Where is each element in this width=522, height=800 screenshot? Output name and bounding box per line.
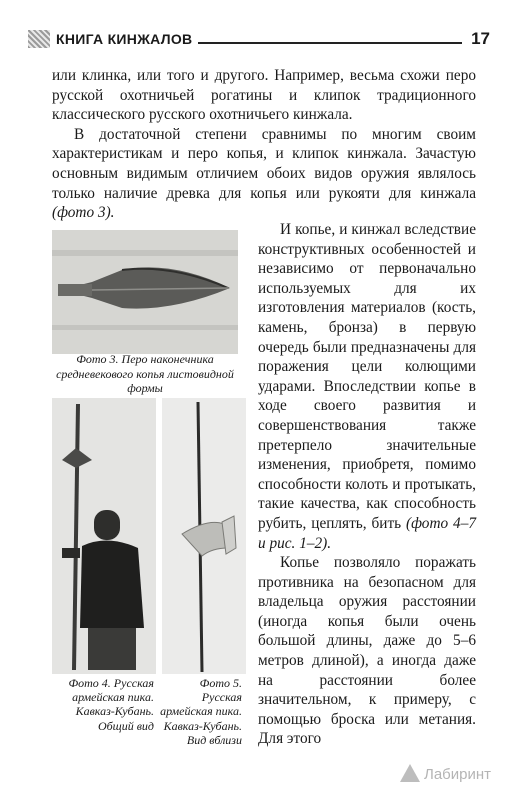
paragraph: или клинка, или того и другого. Например, весьма схожи перо русской охотничьей рогатины и клипок традиционного классического русского охотничьего кинжала. xyxy=(52,67,476,124)
paragraph-text: В достаточной степени сравнимы по многим своим характеристикам и перо копья, и клипок кинжала. Зачастую основным видимым отличием обоих видов оружия являлось только наличие древка для копья или рукояти для кинжала xyxy=(52,125,476,202)
photo-3-spearhead xyxy=(52,230,238,354)
caption-photo-3: Фото 3. Перо наконечника средневекового копья листовидной формы xyxy=(56,352,234,395)
photo-4-pike-general xyxy=(52,398,156,674)
book-title: КНИГА КИНЖАЛОВ xyxy=(50,30,198,48)
paragraph: Копье позволяло поражать противника на безопасном для владельца оружия расстоянии (иногда копья были очень большой длины, даже до 5–6 метров длиной), а иногда даже на расстоянии более значительном, к примеру, с помощью броска или метания. Для этого xyxy=(258,554,476,748)
paragraph xyxy=(258,220,476,553)
photo-5-pike-closeup xyxy=(162,398,246,674)
header-rule xyxy=(198,42,462,44)
photo-reference: (фото 4–7 и рис. 1–2). xyxy=(258,514,476,552)
paragraph xyxy=(52,125,476,223)
paragraph-text: И копье, и кинжал вследствие конструктивных особенностей и независимо от первоначально используемых для их изготовления материалов (кость, камень, бронза) в первую очередь были предназначены для поражения цели колющими ударами. Впоследствии копье в ходе своего развития и совершенствования также претерпело значительные изменения, приобретя, помимо способности колоть и протыкать, такие качества, как способность рубить, цеплять, бить xyxy=(258,221,476,532)
right-column-text xyxy=(258,220,476,749)
running-header xyxy=(28,28,490,50)
page-number: 17 xyxy=(471,29,490,48)
watermark-text: Лабиринт xyxy=(424,766,492,783)
caption-photo-4: Фото 4. Русская армейская пика. Кавказ-Кубань. Общий вид xyxy=(68,676,154,733)
photo-reference: (фото 3). xyxy=(52,204,115,222)
top-text-block xyxy=(52,66,476,223)
publisher-watermark xyxy=(396,760,506,786)
caption-photo-5: Фото 5. Русская армейская пика. Кавказ-Кубань. Вид вблизи xyxy=(160,676,242,747)
